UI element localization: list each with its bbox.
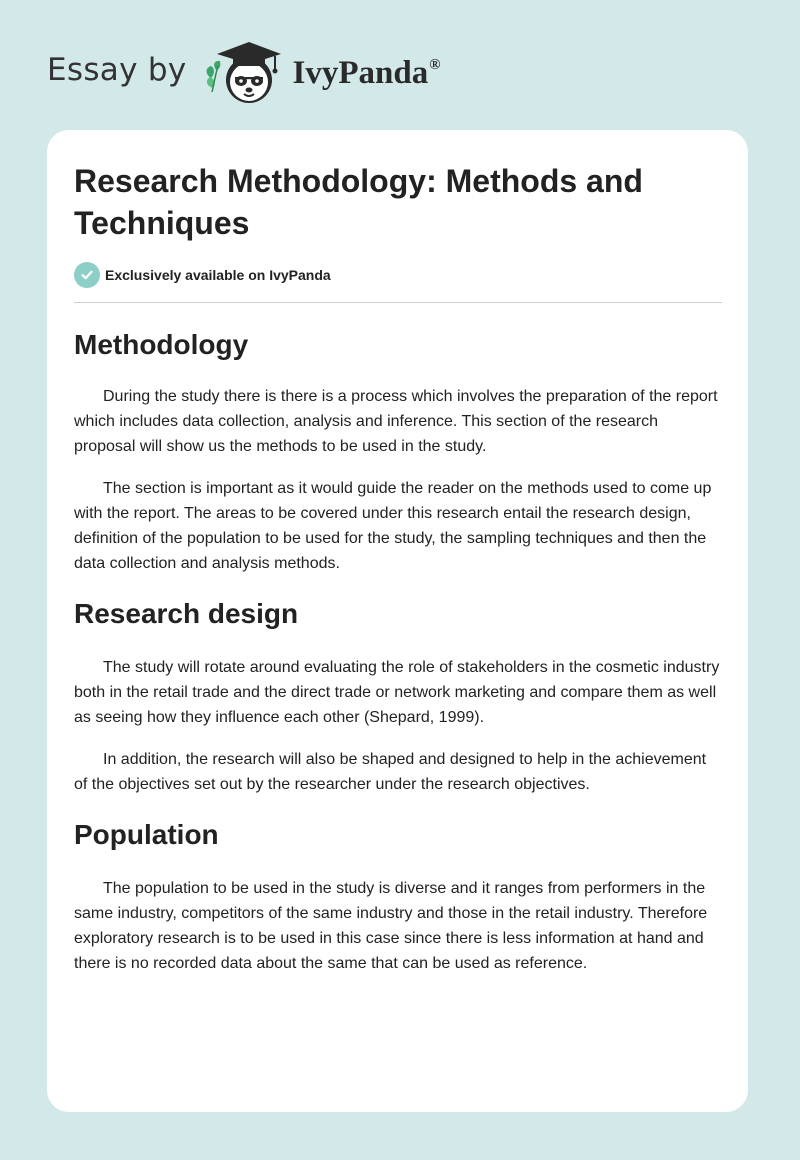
registered-mark: ® bbox=[429, 56, 441, 73]
paragraph: The section is important as it would guide the reader on the methods used to come up with the report. The areas to be covered under this research entail the research design, definition of the population to be used for the study, the sampling techniques and then the data collection and analysis methods. bbox=[74, 480, 712, 572]
article-title: Research Methodology: Methods and Techniques bbox=[74, 163, 643, 241]
exclusive-badge bbox=[74, 261, 722, 289]
article-card bbox=[47, 130, 748, 1112]
section-heading-methodology: Methodology bbox=[74, 329, 249, 360]
paragraph: During the study there is there is a process which involves the preparation of the report which includes data collection, analysis and inference. This section of the research proposal will show us the methods to be used in the study. bbox=[74, 388, 718, 455]
brand-name: IvyPanda® bbox=[292, 54, 441, 91]
section-heading-research-design: Research design bbox=[74, 598, 299, 629]
essay-by-label: Essay by bbox=[47, 52, 187, 88]
panda-logo-icon[interactable] bbox=[199, 36, 291, 108]
site-header bbox=[47, 36, 440, 108]
paragraph: In addition, the research will also be shaped and designed to help in the achievement of the objectives set out by the researcher under the research objectives. bbox=[74, 751, 707, 793]
checkmark-icon bbox=[74, 262, 100, 288]
exclusive-badge-label: Exclusively available on IvyPanda bbox=[105, 267, 331, 283]
paragraph: The population to be used in the study is diverse and it ranges from performers in the same industry, competitors of the same industry and those in the retail industry. Therefore exploratory research is to be used in this case since there is less information at hand and there is no recorded data about the same that can be used as reference. bbox=[74, 880, 708, 972]
section-heading-population: Population bbox=[74, 819, 219, 850]
divider bbox=[74, 302, 722, 303]
paragraph: The study will rotate around evaluating the role of stakeholders in the cosmetic industry both in the retail trade and the direct trade or network marketing and compare them as well as seeing how they influence each other (Shepard, 1999). bbox=[74, 659, 720, 726]
